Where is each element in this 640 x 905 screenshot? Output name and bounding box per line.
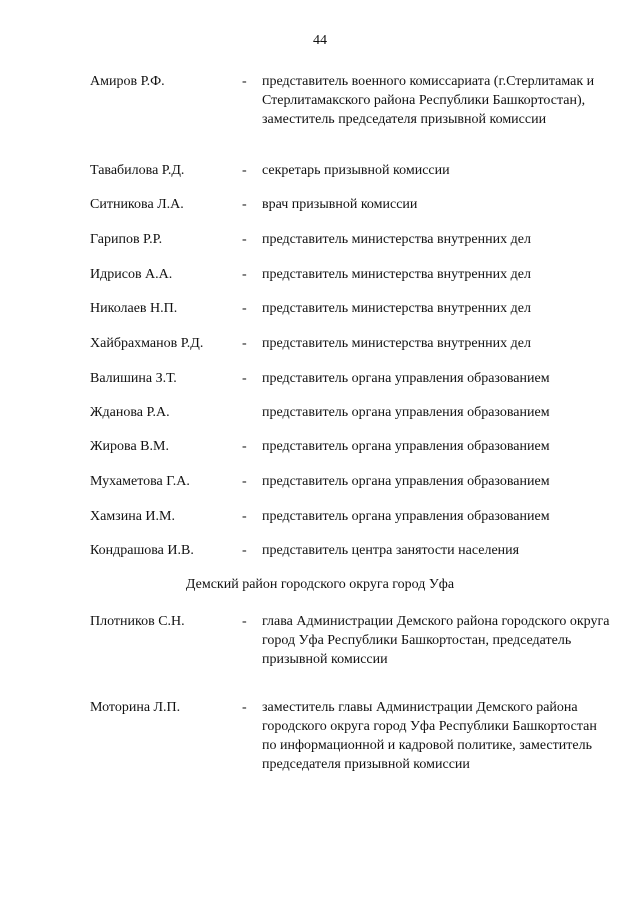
member-role: представитель центра занятости населения xyxy=(262,543,520,558)
member-role: представитель министерства внутренних дел xyxy=(262,336,531,351)
member-dash: - xyxy=(242,474,247,489)
member-role: представитель министерства внутренних дел xyxy=(262,301,531,316)
member-dash: - xyxy=(242,439,247,454)
member-dash: - xyxy=(242,336,247,351)
member-name: Гарипов Р.Р. xyxy=(90,232,163,247)
member-role: представитель министерства внутренних дел xyxy=(262,267,531,282)
member-dash: - xyxy=(242,267,247,282)
member-dash: - xyxy=(242,543,247,558)
member-name: Валишина З.Т. xyxy=(90,371,177,386)
member-name: Кондрашова И.В. xyxy=(90,543,194,558)
member-role: секретарь призывной комиссии xyxy=(262,163,450,178)
member-role: представитель министерства внутренних дел xyxy=(262,232,531,247)
member-dash: - xyxy=(242,700,247,715)
member-role: представитель военного комиссариата (г.Стерлитамак и Стерлитамакского района Республики Башкортостан), заместитель председателя призывной комиссии xyxy=(262,74,595,127)
member-role: представитель органа управления образованием xyxy=(262,371,550,386)
member-role: глава Администрации Демского района городского округа город Уфа Республики Башкортостан, председатель призывной комиссии xyxy=(262,614,610,667)
member-role: представитель органа управления образованием xyxy=(262,509,550,524)
section-title: Демский район городского округа город Уфа xyxy=(185,577,455,592)
member-dash: - xyxy=(242,301,247,316)
member-dash: - xyxy=(242,509,247,524)
member-dash: - xyxy=(242,232,247,247)
member-name: Мухаметова Г.А. xyxy=(90,474,190,489)
member-name: Николаев Н.П. xyxy=(90,301,178,316)
member-name: Жданова Р.А. xyxy=(90,405,170,420)
member-dash: - xyxy=(242,197,247,212)
member-name: Ситникова Л.А. xyxy=(90,197,184,212)
member-name: Идрисов А.А. xyxy=(90,267,173,282)
member-role: представитель органа управления образованием xyxy=(262,439,550,454)
member-name: Плотников С.Н. xyxy=(90,614,185,629)
page-number: 44 xyxy=(313,33,327,48)
member-name: Моторина Л.П. xyxy=(90,700,181,715)
member-role: представитель органа управления образованием xyxy=(262,405,550,420)
member-dash: - xyxy=(242,74,247,89)
member-role: врач призывной комиссии xyxy=(262,197,418,212)
member-dash: - xyxy=(242,614,247,629)
member-dash: - xyxy=(242,163,247,178)
member-role: заместитель главы Администрации Демского района городского округа город Уфа Республики Башкортостан по информационной и кадровой политике, заместитель председателя призывной комиссии xyxy=(262,700,597,772)
member-name: Жирова В.М. xyxy=(90,439,169,454)
member-dash: - xyxy=(242,371,247,386)
member-name: Тавабилова Р.Д. xyxy=(90,163,185,178)
member-name: Хамзина И.М. xyxy=(90,509,175,524)
member-role: представитель органа управления образованием xyxy=(262,474,550,489)
member-name: Хайбрахманов Р.Д. xyxy=(90,336,204,351)
member-name: Амиров Р.Ф. xyxy=(90,74,165,89)
